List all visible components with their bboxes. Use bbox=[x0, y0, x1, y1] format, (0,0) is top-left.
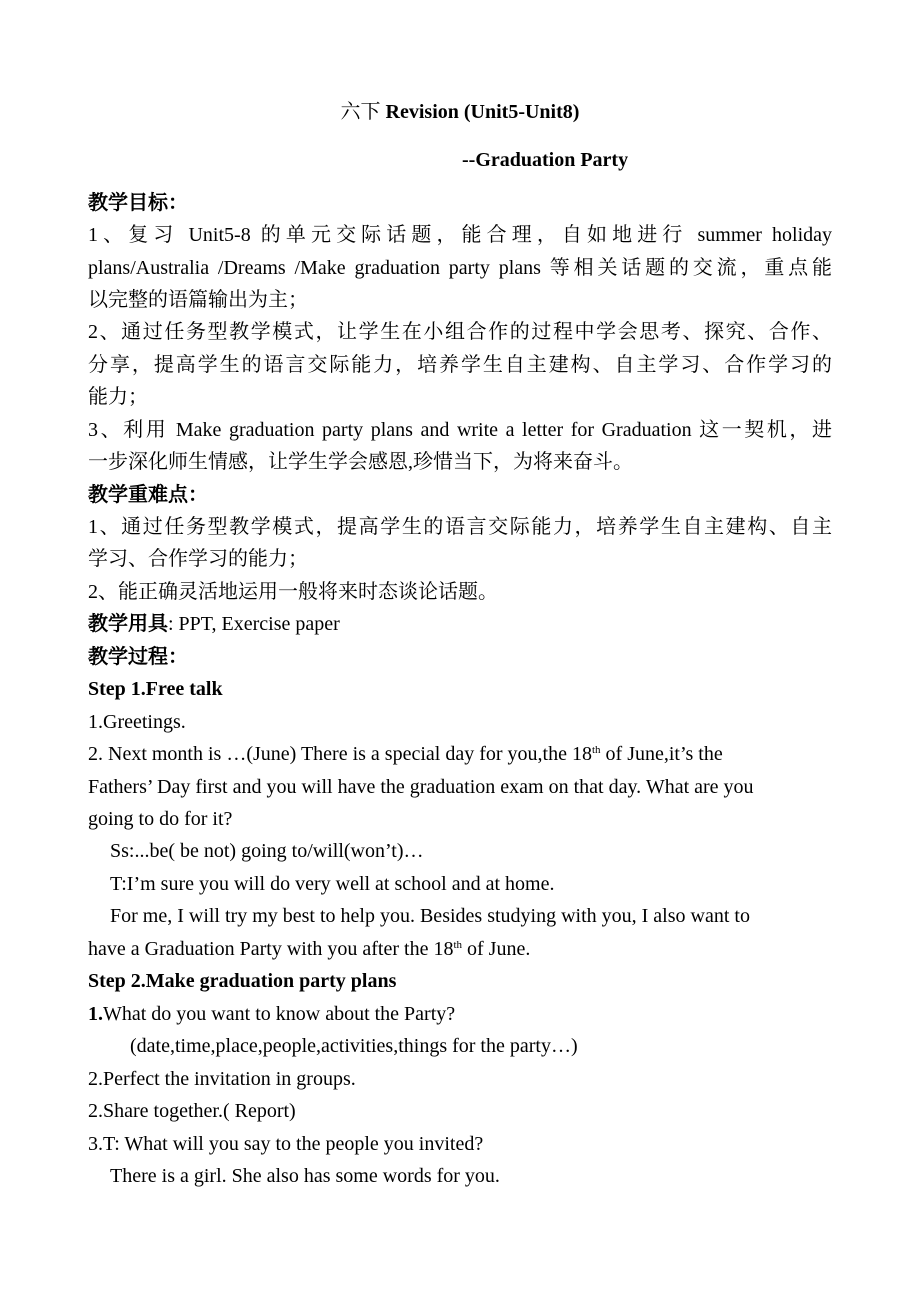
process-heading: 教学过程： bbox=[88, 646, 188, 668]
step2-line-5: 3.T: What will you say to the people you invited? bbox=[88, 1133, 484, 1155]
document-subtitle: --Graduation Party bbox=[462, 149, 629, 171]
step1-line-2 bbox=[88, 738, 832, 770]
step1-line-2-sup: th bbox=[591, 744, 601, 756]
objectives-heading: 教学目标： bbox=[88, 192, 188, 214]
step1-line-5: Ss:...be( be not) going to/will(won’t)… bbox=[110, 840, 424, 862]
step1-line-2-a: 2. Next month is …(June) There is a special day for you,the 18 bbox=[88, 743, 592, 765]
step1-line-2-b: of June,it’s the bbox=[600, 743, 723, 765]
step1-line-7: For me, I will try my best to help you. Besides studying with you, I also want to bbox=[110, 905, 750, 927]
objective-2-line-1: 2、通过任务型教学模式，让学生在小组合作的过程中学会思考、探究、合作、 bbox=[88, 321, 832, 343]
step1-line-8 bbox=[88, 933, 832, 965]
step2-line-4: 2.Share together.( Report) bbox=[88, 1100, 296, 1122]
step1-line-8-b: of June. bbox=[462, 938, 531, 960]
tools-line bbox=[88, 608, 832, 640]
step1-line-6: T:I’m sure you will do very well at school and at home. bbox=[110, 873, 555, 895]
step2-line-1-text: What do you want to know about the Party? bbox=[103, 1003, 456, 1025]
objective-2-line-3: 能力； bbox=[88, 386, 148, 408]
key-point-2: 2、能正确灵活地运用一般将来时态谈论话题。 bbox=[88, 581, 498, 603]
objective-1-line-1: 1、复习 Unit5-8 的单元交际话题，能合理，自如地进行 summer holiday bbox=[88, 224, 832, 246]
step2-line-1 bbox=[88, 998, 832, 1030]
objective-1-line-2: plans/Australia /Dreams /Make graduation party plans 等相关话题的交流，重点能 bbox=[88, 257, 832, 279]
tools-value: : PPT, Exercise paper bbox=[168, 613, 340, 635]
key-point-1-line-2: 学习、合作学习的能力； bbox=[88, 548, 308, 570]
step2-heading: Step 2.Make graduation party plans bbox=[88, 970, 397, 992]
step1-line-8-sup: th bbox=[453, 939, 463, 951]
step1-line-3: Fathers’ Day first and you will have the graduation exam on that day. What are you bbox=[88, 776, 754, 798]
step1-line-4: going to do for it? bbox=[88, 808, 233, 830]
step2-line-3: 2.Perfect the invitation in groups. bbox=[88, 1068, 356, 1090]
step1-heading: Step 1.Free talk bbox=[88, 678, 223, 700]
objective-1-line-3: 以完整的语篇输出为主； bbox=[88, 289, 308, 311]
step2-line-6: There is a girl. She also has some words for you. bbox=[110, 1165, 500, 1187]
step2-line-1-num: 1. bbox=[88, 1003, 103, 1025]
key-point-1-line-1: 1、通过任务型教学模式，提高学生的语言交际能力，培养学生自主建构、自主 bbox=[88, 516, 832, 538]
title-prefix: 六下 bbox=[340, 101, 386, 123]
objective-2-line-2: 分享，提高学生的语言交际能力，培养学生自主建构、自主学习、合作学习的 bbox=[88, 354, 832, 376]
key-points-heading: 教学重难点： bbox=[88, 484, 208, 506]
step1-line-1: 1.Greetings. bbox=[88, 711, 186, 733]
step2-line-2: (date,time,place,people,activities,things for the party…) bbox=[130, 1035, 578, 1057]
document-title bbox=[0, 96, 920, 128]
objective-3-line-1: 3、利用 Make graduation party plans and write a letter for Graduation 这一契机，进 bbox=[88, 419, 832, 441]
objective-3-line-2: 一步深化师生情感，让学生学会感恩,珍惜当下，为将来奋斗。 bbox=[88, 451, 633, 473]
step1-line-8-a: have a Graduation Party with you after the 18 bbox=[88, 938, 454, 960]
title-main: Revision (Unit5-Unit8) bbox=[385, 101, 580, 123]
tools-heading: 教学用具 bbox=[88, 613, 168, 635]
